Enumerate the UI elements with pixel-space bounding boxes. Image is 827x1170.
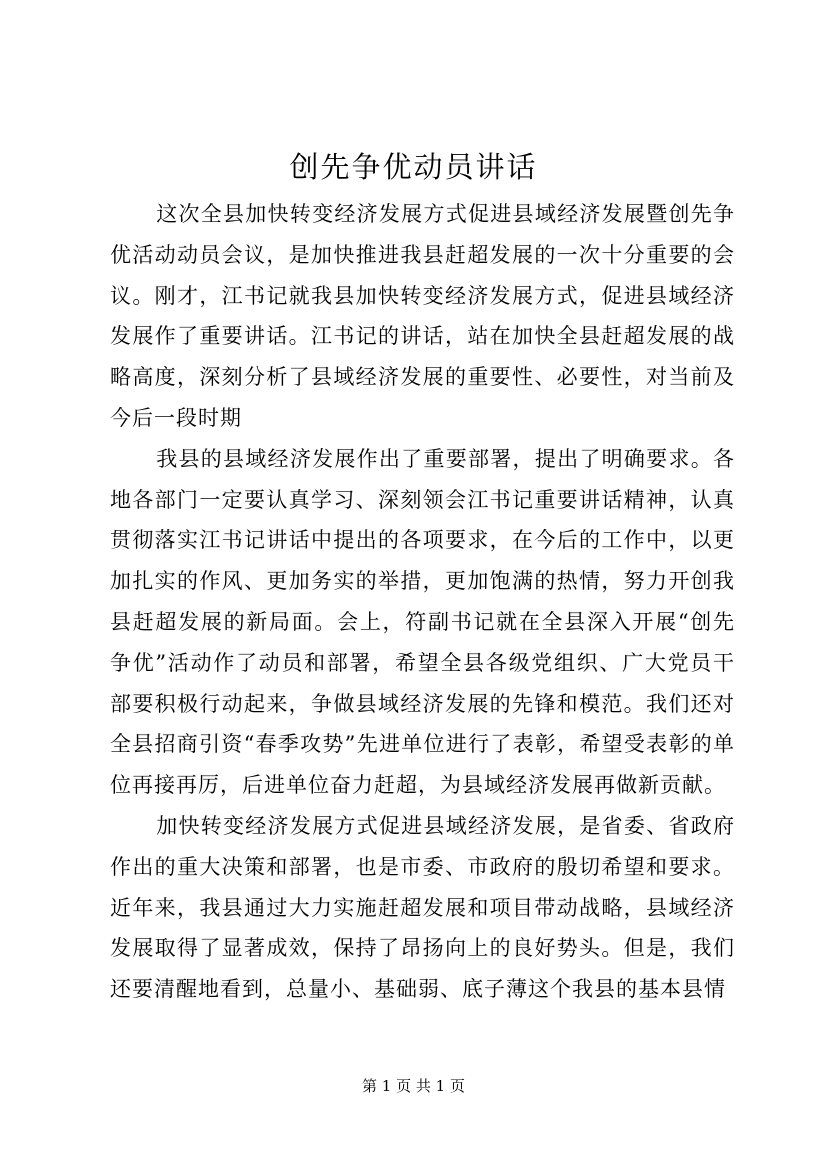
paragraph-1: 这次全县加快转变经济发展方式促进县域经济发展暨创先争优活动动员会议，是加快推进我县赶超发展的一次十分重要的会议。刚才，江书记就我县加快转变经济发展方式，促进县域经济发展作了重要讲话。江书记的讲话，站在加快全县赶超发展的战略高度，深刻分析了县域经济发展的重要性、必要性，对当前及今后一段时期: [110, 202, 735, 430]
paragraph-2: 我县的县域经济发展作出了重要部署，提出了明确要求。各地各部门一定要认真学习、深刻领会江书记重要讲话精神，认真贯彻落实江书记讲话中提出的各项要求，在今后的工作中，以更加扎实的作风、更加务实的举措，更加饱满的热情，努力开创我县赶超发展的新局面。会上，符副书记就在全县深入开展“创先争优”活动作了动员和部署，希望全县各级党组织、广大党员干部要积极行动起来，争做县域经济发展的先锋和模范。我们还对全县招商引资“春季攻势”先进单位进行了表彰，希望受表彰的单位再接再厉，后进单位奋力赶超，为县域经济发展再做新贡献。: [110, 446, 735, 798]
document-body: [110, 194, 735, 1010]
page-footer: 第 1 页 共 1 页: [362, 1077, 465, 1095]
document-title: 创先争优动员讲话: [289, 150, 538, 184]
paragraph-3: 加快转变经济发展方式促进县域经济发展，是省委、省政府作出的重大决策和部署，也是市委、市政府的殷切希望和要求。近年来，我县通过大力实施赶超发展和项目带动战略，县域经济发展取得了显著成效，保持了昂扬向上的良好势头。但是，我们还要清醒地看到，总量小、基础弱、底子薄这个我县的基本县情: [110, 813, 735, 1002]
